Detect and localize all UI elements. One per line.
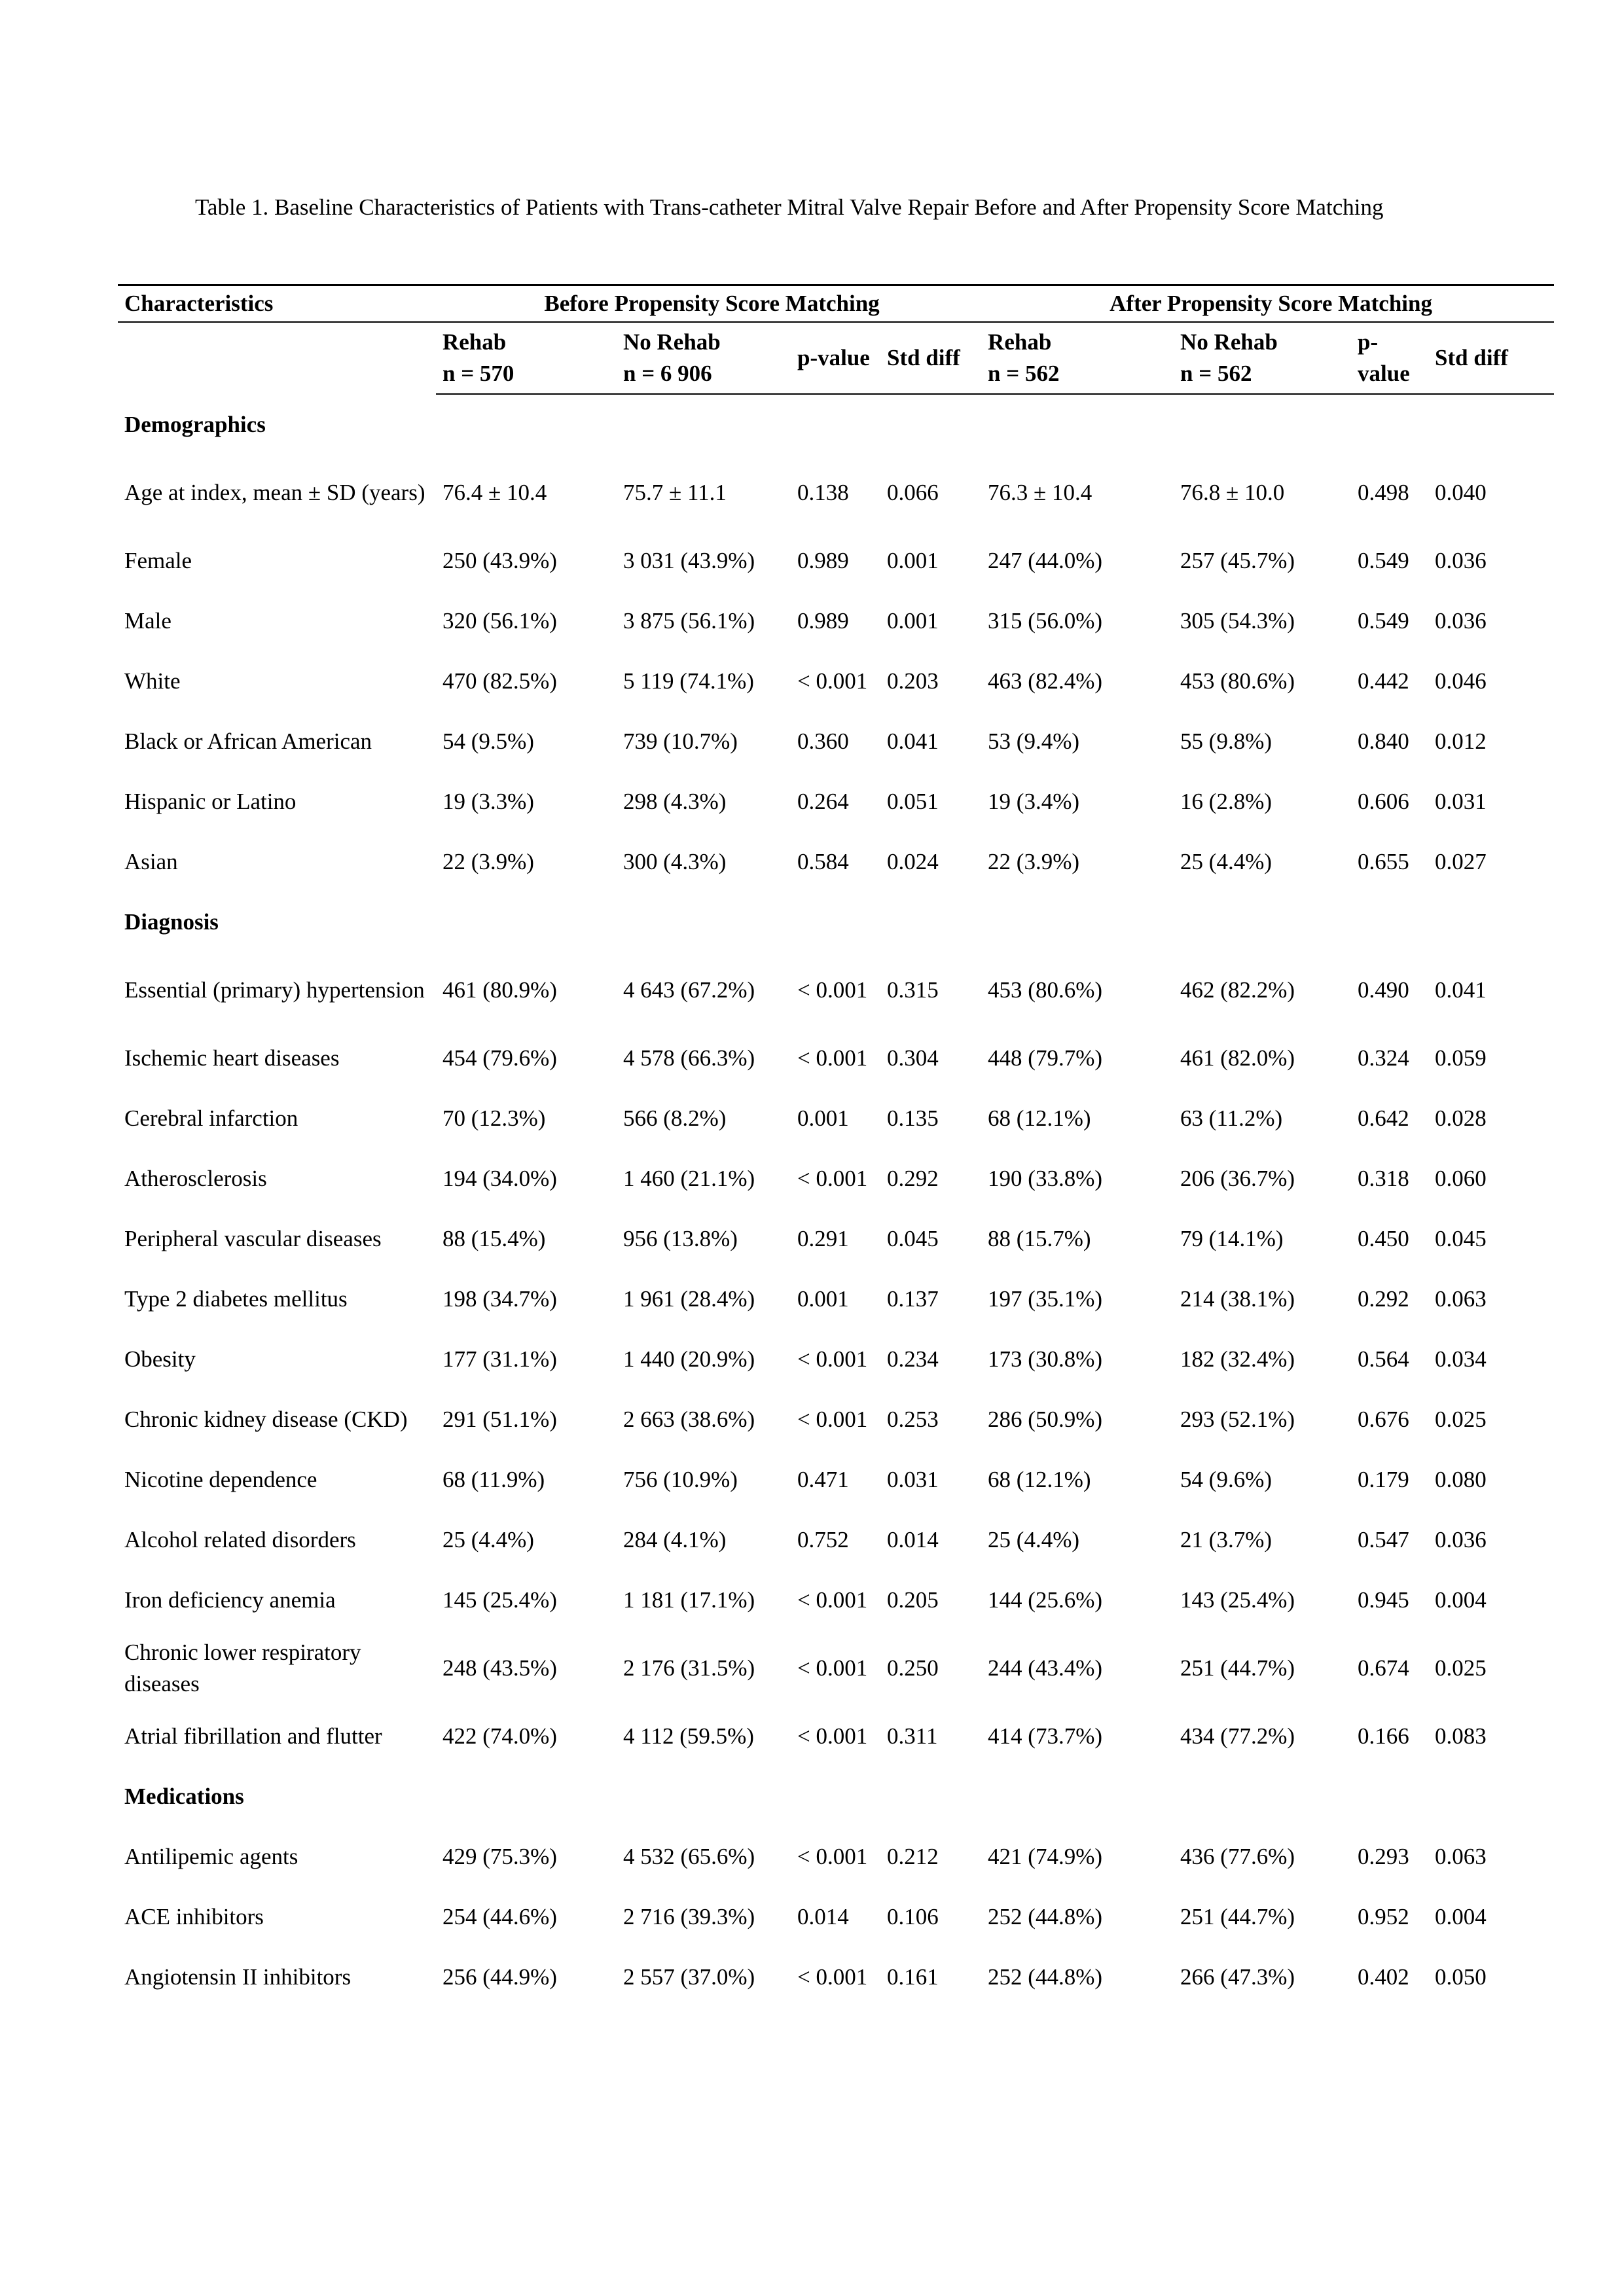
- characteristic-cell: Chronic lower respiratory diseases: [124, 1640, 361, 1696]
- before-pvalue-cell: < 0.001: [797, 1407, 868, 1432]
- table-row: [118, 1028, 1554, 1088]
- after-norehab-cell: 436 (77.6%): [1180, 1844, 1295, 1869]
- before-stddiff-cell: 0.212: [887, 1844, 939, 1869]
- table-row: [118, 832, 1554, 892]
- table-row: [118, 1390, 1554, 1450]
- after-stddiff-cell: 0.028: [1435, 1105, 1487, 1131]
- after-pvalue-cell: 0.166: [1358, 1723, 1409, 1749]
- after-stddiff-cell: 0.063: [1435, 1286, 1487, 1312]
- before-norehab-cell: 1 961 (28.4%): [623, 1286, 755, 1312]
- before-norehab-label: No Rehab: [623, 329, 721, 355]
- before-rehab-cell: 194 (34.0%): [442, 1166, 557, 1191]
- before-pvalue-cell: 0.752: [797, 1527, 849, 1552]
- before-rehab-cell: 256 (44.9%): [442, 1964, 557, 1990]
- before-pvalue-cell: < 0.001: [797, 1844, 868, 1869]
- before-rehab-cell: 25 (4.4%): [442, 1527, 534, 1552]
- before-stddiff-cell: 0.106: [887, 1904, 939, 1929]
- before-rehab-cell: 291 (51.1%): [442, 1407, 557, 1432]
- after-rehab-cell: 414 (73.7%): [988, 1723, 1103, 1749]
- after-rehab-cell: 315 (56.0%): [988, 608, 1103, 634]
- before-pvalue-header: p-value: [791, 322, 880, 394]
- before-pvalue-cell: 0.001: [797, 1286, 849, 1312]
- before-norehab-cell: 298 (4.3%): [623, 789, 727, 814]
- before-norehab-cell: 5 119 (74.1%): [623, 668, 754, 694]
- before-rehab-cell: 422 (74.0%): [442, 1723, 557, 1749]
- section-header-row: [118, 394, 1554, 455]
- before-norehab-cell: 2 557 (37.0%): [623, 1964, 755, 1990]
- before-rehab-header: [436, 322, 617, 394]
- section-title: Diagnosis: [124, 909, 219, 935]
- after-pvalue-cell: 0.442: [1358, 668, 1409, 694]
- before-pvalue-cell: 0.989: [797, 608, 849, 634]
- after-stddiff-cell: 0.080: [1435, 1467, 1487, 1492]
- after-rehab-n: n = 562: [988, 361, 1060, 386]
- before-norehab-cell: 75.7 ± 11.1: [623, 480, 727, 505]
- before-norehab-cell: 3 875 (56.1%): [623, 608, 755, 634]
- before-norehab-cell: 284 (4.1%): [623, 1527, 727, 1552]
- before-pvalue-cell: < 0.001: [797, 977, 868, 1003]
- before-pvalue-cell: < 0.001: [797, 1655, 868, 1681]
- before-norehab-cell: 1 460 (21.1%): [623, 1166, 755, 1191]
- before-norehab-cell: 956 (13.8%): [623, 1226, 738, 1251]
- before-rehab-cell: 454 (79.6%): [442, 1045, 557, 1071]
- before-stddiff-cell: 0.041: [887, 728, 939, 754]
- before-pvalue-cell: < 0.001: [797, 668, 868, 694]
- characteristic-cell: Atrial fibrillation and flutter: [124, 1723, 382, 1749]
- before-stddiff-cell: 0.315: [887, 977, 939, 1003]
- characteristic-cell: Cerebral infarction: [124, 1105, 298, 1131]
- section-title: Demographics: [124, 412, 266, 437]
- section-header-row: [118, 892, 1554, 952]
- after-stddiff-cell: 0.063: [1435, 1844, 1487, 1869]
- before-rehab-cell: 19 (3.3%): [442, 789, 534, 814]
- after-norehab-cell: 434 (77.2%): [1180, 1723, 1295, 1749]
- after-norehab-cell: 266 (47.3%): [1180, 1964, 1295, 1990]
- table-row: [118, 1269, 1554, 1329]
- before-rehab-cell: 250 (43.9%): [442, 548, 557, 573]
- before-pvalue-cell: < 0.001: [797, 1045, 868, 1071]
- after-rehab-cell: 252 (44.8%): [988, 1904, 1103, 1929]
- before-norehab-cell: 4 643 (67.2%): [623, 977, 755, 1003]
- before-pvalue-cell: 0.291: [797, 1226, 849, 1251]
- after-norehab-cell: 21 (3.7%): [1180, 1527, 1272, 1552]
- baseline-characteristics-table: [118, 284, 1554, 2007]
- after-stddiff-cell: 0.045: [1435, 1226, 1487, 1251]
- before-rehab-cell: 429 (75.3%): [442, 1844, 557, 1869]
- before-rehab-cell: 461 (80.9%): [442, 977, 557, 1003]
- after-norehab-label: No Rehab: [1180, 329, 1278, 355]
- after-stddiff-cell: 0.083: [1435, 1723, 1487, 1749]
- table-row: [118, 1570, 1554, 1630]
- before-stddiff-cell: 0.311: [887, 1723, 938, 1749]
- after-rehab-cell: 53 (9.4%): [988, 728, 1080, 754]
- after-pvalue-cell: 0.840: [1358, 728, 1409, 754]
- before-stddiff-cell: 0.161: [887, 1964, 939, 1990]
- before-pvalue-cell: 0.989: [797, 548, 849, 573]
- after-rehab-cell: 448 (79.7%): [988, 1045, 1103, 1071]
- after-norehab-cell: 251 (44.7%): [1180, 1904, 1295, 1929]
- before-pvalue-cell: < 0.001: [797, 1166, 868, 1191]
- after-pvalue-cell: 0.292: [1358, 1286, 1409, 1312]
- before-stddiff-cell: 0.001: [887, 608, 939, 634]
- before-stddiff-cell: 0.253: [887, 1407, 939, 1432]
- after-norehab-cell: 63 (11.2%): [1180, 1105, 1283, 1131]
- before-rehab-cell: 320 (56.1%): [442, 608, 557, 634]
- characteristic-cell: Hispanic or Latino: [124, 789, 297, 814]
- before-rehab-cell: 470 (82.5%): [442, 668, 557, 694]
- after-norehab-cell: 214 (38.1%): [1180, 1286, 1295, 1312]
- before-norehab-cell: 3 031 (43.9%): [623, 548, 755, 573]
- before-norehab-cell: 756 (10.9%): [623, 1467, 738, 1492]
- after-pvalue-cell: 0.676: [1358, 1407, 1409, 1432]
- after-rehab-cell: 173 (30.8%): [988, 1346, 1103, 1372]
- before-stddiff-cell: 0.304: [887, 1045, 939, 1071]
- after-stddiff-cell: 0.046: [1435, 668, 1487, 694]
- after-pvalue-cell: 0.498: [1358, 480, 1409, 505]
- table-row: [118, 1706, 1554, 1767]
- after-pvalue-cell: 0.642: [1358, 1105, 1409, 1131]
- after-stddiff-cell: 0.060: [1435, 1166, 1487, 1191]
- characteristic-cell: Type 2 diabetes mellitus: [124, 1286, 348, 1312]
- after-norehab-cell: 453 (80.6%): [1180, 668, 1295, 694]
- before-stddiff-cell: 0.203: [887, 668, 939, 694]
- after-rehab-cell: 76.3 ± 10.4: [988, 480, 1092, 505]
- after-stddiff-cell: 0.031: [1435, 789, 1487, 814]
- table-row: [118, 1887, 1554, 1947]
- before-pvalue-cell: 0.014: [797, 1904, 849, 1929]
- after-stddiff-header: Std diff: [1428, 322, 1554, 394]
- before-rehab-cell: 88 (15.4%): [442, 1226, 546, 1251]
- after-stddiff-cell: 0.004: [1435, 1904, 1487, 1929]
- before-rehab-cell: 70 (12.3%): [442, 1105, 546, 1131]
- before-pvalue-cell: < 0.001: [797, 1723, 868, 1749]
- before-pvalue-cell: 0.471: [797, 1467, 849, 1492]
- before-stddiff-cell: 0.135: [887, 1105, 939, 1131]
- before-norehab-cell: 1 440 (20.9%): [623, 1346, 755, 1372]
- table-row: [118, 455, 1554, 531]
- table-row: [118, 1510, 1554, 1570]
- before-norehab-cell: 1 181 (17.1%): [623, 1587, 755, 1613]
- after-norehab-cell: 16 (2.8%): [1180, 789, 1272, 814]
- after-norehab-cell: 462 (82.2%): [1180, 977, 1295, 1003]
- table-row: [118, 1088, 1554, 1149]
- after-stddiff-cell: 0.059: [1435, 1045, 1487, 1071]
- after-rehab-cell: 252 (44.8%): [988, 1964, 1103, 1990]
- after-rehab-cell: 421 (74.9%): [988, 1844, 1103, 1869]
- before-norehab-cell: 739 (10.7%): [623, 728, 738, 754]
- table-row: [118, 591, 1554, 651]
- before-pvalue-cell: < 0.001: [797, 1587, 868, 1613]
- after-rehab-cell: 286 (50.9%): [988, 1407, 1103, 1432]
- after-norehab-cell: 206 (36.7%): [1180, 1166, 1295, 1191]
- before-rehab-cell: 22 (3.9%): [442, 849, 534, 874]
- characteristic-cell: White: [124, 668, 181, 694]
- after-norehab-cell: 305 (54.3%): [1180, 608, 1295, 634]
- before-norehab-cell: 2 716 (39.3%): [623, 1904, 755, 1929]
- after-pvalue-cell: 0.564: [1358, 1346, 1409, 1372]
- before-pvalue-cell: 0.138: [797, 480, 849, 505]
- blank-header: [118, 322, 436, 394]
- after-rehab-cell: 68 (12.1%): [988, 1105, 1091, 1131]
- after-rehab-cell: 244 (43.4%): [988, 1655, 1103, 1681]
- after-pvalue-cell: 0.952: [1358, 1904, 1409, 1929]
- before-stddiff-cell: 0.024: [887, 849, 939, 874]
- before-pvalue-cell: < 0.001: [797, 1964, 868, 1990]
- after-pvalue-label-2: value: [1358, 361, 1410, 386]
- after-pvalue-cell: 0.655: [1358, 849, 1409, 874]
- characteristic-cell: Male: [124, 608, 171, 634]
- before-norehab-cell: 2 663 (38.6%): [623, 1407, 755, 1432]
- after-rehab-cell: 197 (35.1%): [988, 1286, 1103, 1312]
- table-row: [118, 711, 1554, 772]
- after-norehab-cell: 182 (32.4%): [1180, 1346, 1295, 1372]
- before-pvalue-cell: 0.001: [797, 1105, 849, 1131]
- after-norehab-cell: 251 (44.7%): [1180, 1655, 1295, 1681]
- before-stddiff-cell: 0.066: [887, 480, 939, 505]
- before-pvalue-cell: < 0.001: [797, 1346, 868, 1372]
- characteristic-cell: Asian: [124, 849, 178, 874]
- table-row: [118, 772, 1554, 832]
- before-stddiff-cell: 0.137: [887, 1286, 939, 1312]
- after-stddiff-cell: 0.036: [1435, 608, 1487, 634]
- after-pvalue-cell: 0.318: [1358, 1166, 1409, 1191]
- after-norehab-cell: 257 (45.7%): [1180, 548, 1295, 573]
- before-norehab-cell: 566 (8.2%): [623, 1105, 727, 1131]
- characteristic-cell: Essential (primary) hypertension: [124, 977, 425, 1003]
- after-norehab-cell: 76.8 ± 10.0: [1180, 480, 1285, 505]
- after-rehab-cell: 68 (12.1%): [988, 1467, 1091, 1492]
- after-stddiff-cell: 0.025: [1435, 1655, 1487, 1681]
- characteristic-cell: Alcohol related disorders: [124, 1527, 356, 1552]
- before-norehab-cell: 4 532 (65.6%): [623, 1844, 755, 1869]
- after-pvalue-cell: 0.549: [1358, 608, 1409, 634]
- before-rehab-label: Rehab: [442, 329, 507, 355]
- group-header-row: [118, 285, 1554, 323]
- table-body: [118, 394, 1554, 2007]
- before-stddiff-cell: 0.001: [887, 548, 939, 573]
- before-rehab-cell: 68 (11.9%): [442, 1467, 545, 1492]
- after-stddiff-cell: 0.025: [1435, 1407, 1487, 1432]
- characteristic-cell: Atherosclerosis: [124, 1166, 267, 1191]
- after-rehab-header: [981, 322, 1174, 394]
- characteristic-cell: Obesity: [124, 1346, 196, 1372]
- after-norehab-header: [1174, 322, 1351, 394]
- after-rehab-label: Rehab: [988, 329, 1052, 355]
- before-stddiff-cell: 0.205: [887, 1587, 939, 1613]
- before-rehab-cell: 248 (43.5%): [442, 1655, 557, 1681]
- before-norehab-cell: 300 (4.3%): [623, 849, 727, 874]
- table-row: [118, 531, 1554, 591]
- characteristic-cell: ACE inhibitors: [124, 1904, 264, 1929]
- before-norehab-cell: 4 112 (59.5%): [623, 1723, 754, 1749]
- before-stddiff-cell: 0.014: [887, 1527, 939, 1552]
- column-header-row: [118, 322, 1554, 394]
- characteristic-cell: Ischemic heart diseases: [124, 1045, 340, 1071]
- after-norehab-cell: 54 (9.6%): [1180, 1467, 1272, 1492]
- after-norehab-cell: 79 (14.1%): [1180, 1226, 1284, 1251]
- before-stddiff-header: Std diff: [880, 322, 981, 394]
- after-norehab-cell: 293 (52.1%): [1180, 1407, 1295, 1432]
- after-matching-header: After Propensity Score Matching: [981, 285, 1554, 323]
- table-caption: Table 1. Baseline Characteristics of Patients with Trans-catheter Mitral Valve Repair Before and After Propensity Score Matching: [195, 194, 1384, 220]
- after-pvalue-cell: 0.402: [1358, 1964, 1409, 1990]
- before-norehab-cell: 2 176 (31.5%): [623, 1655, 755, 1681]
- before-rehab-cell: 145 (25.4%): [442, 1587, 557, 1613]
- table-row: [118, 1827, 1554, 1887]
- after-pvalue-cell: 0.324: [1358, 1045, 1409, 1071]
- before-stddiff-cell: 0.234: [887, 1346, 939, 1372]
- before-rehab-cell: 198 (34.7%): [442, 1286, 557, 1312]
- table-row: [118, 651, 1554, 711]
- before-rehab-cell: 254 (44.6%): [442, 1904, 557, 1929]
- after-norehab-cell: 461 (82.0%): [1180, 1045, 1295, 1071]
- after-stddiff-cell: 0.004: [1435, 1587, 1487, 1613]
- characteristic-cell: Black or African American: [124, 728, 372, 754]
- before-rehab-cell: 177 (31.1%): [442, 1346, 557, 1372]
- after-pvalue-cell: 0.179: [1358, 1467, 1409, 1492]
- before-norehab-n: n = 6 906: [623, 361, 712, 386]
- characteristic-cell: Peripheral vascular diseases: [124, 1226, 382, 1251]
- before-pvalue-cell: 0.264: [797, 789, 849, 814]
- after-rehab-cell: 453 (80.6%): [988, 977, 1103, 1003]
- after-stddiff-cell: 0.041: [1435, 977, 1487, 1003]
- table-row: [118, 1947, 1554, 2007]
- before-matching-header: Before Propensity Score Matching: [436, 285, 981, 323]
- after-stddiff-cell: 0.012: [1435, 728, 1487, 754]
- after-norehab-n: n = 562: [1180, 361, 1252, 386]
- table-row: [118, 952, 1554, 1028]
- table-row: [118, 1209, 1554, 1269]
- section-title: Medications: [124, 1784, 244, 1809]
- before-rehab-cell: 54 (9.5%): [442, 728, 534, 754]
- after-pvalue-header: [1351, 322, 1428, 394]
- before-pvalue-cell: 0.360: [797, 728, 849, 754]
- after-stddiff-cell: 0.036: [1435, 548, 1487, 573]
- characteristic-cell: Angiotensin II inhibitors: [124, 1964, 352, 1990]
- after-pvalue-cell: 0.450: [1358, 1226, 1409, 1251]
- baseline-table-container: [118, 284, 1554, 2007]
- before-rehab-n: n = 570: [442, 361, 514, 386]
- before-stddiff-cell: 0.051: [887, 789, 939, 814]
- after-pvalue-cell: 0.490: [1358, 977, 1409, 1003]
- after-rehab-cell: 144 (25.6%): [988, 1587, 1103, 1613]
- after-rehab-cell: 247 (44.0%): [988, 548, 1103, 573]
- characteristics-header: Characteristics: [118, 285, 436, 323]
- before-norehab-header: [617, 322, 791, 394]
- characteristic-cell: Iron deficiency anemia: [124, 1587, 336, 1613]
- after-pvalue-cell: 0.547: [1358, 1527, 1409, 1552]
- after-rehab-cell: 88 (15.7%): [988, 1226, 1091, 1251]
- after-pvalue-label-1: p-: [1358, 329, 1379, 355]
- after-pvalue-cell: 0.549: [1358, 548, 1409, 573]
- after-pvalue-cell: 0.674: [1358, 1655, 1409, 1681]
- after-rehab-cell: 25 (4.4%): [988, 1527, 1080, 1552]
- characteristic-cell: Chronic kidney disease (CKD): [124, 1407, 408, 1432]
- section-header-row: [118, 1767, 1554, 1827]
- table-row: [118, 1450, 1554, 1510]
- after-rehab-cell: 19 (3.4%): [988, 789, 1080, 814]
- characteristic-cell: Antilipemic agents: [124, 1844, 298, 1869]
- after-rehab-cell: 190 (33.8%): [988, 1166, 1103, 1191]
- after-stddiff-cell: 0.027: [1435, 849, 1487, 874]
- after-rehab-cell: 463 (82.4%): [988, 668, 1103, 694]
- after-norehab-cell: 55 (9.8%): [1180, 728, 1272, 754]
- after-pvalue-cell: 0.606: [1358, 789, 1409, 814]
- after-pvalue-cell: 0.945: [1358, 1587, 1409, 1613]
- characteristic-cell: Age at index, mean ± SD (years): [124, 480, 425, 505]
- after-norehab-cell: 143 (25.4%): [1180, 1587, 1295, 1613]
- characteristic-cell: Nicotine dependence: [124, 1467, 317, 1492]
- before-pvalue-cell: 0.584: [797, 849, 849, 874]
- characteristic-cell: Female: [124, 548, 192, 573]
- after-stddiff-cell: 0.034: [1435, 1346, 1487, 1372]
- table-row: [118, 1329, 1554, 1390]
- table-row: [118, 1149, 1554, 1209]
- before-stddiff-cell: 0.045: [887, 1226, 939, 1251]
- after-norehab-cell: 25 (4.4%): [1180, 849, 1272, 874]
- after-rehab-cell: 22 (3.9%): [988, 849, 1080, 874]
- before-rehab-cell: 76.4 ± 10.4: [442, 480, 547, 505]
- before-stddiff-cell: 0.250: [887, 1655, 939, 1681]
- before-stddiff-cell: 0.031: [887, 1467, 939, 1492]
- table-row: [118, 1630, 1554, 1706]
- after-stddiff-cell: 0.050: [1435, 1964, 1487, 1990]
- after-stddiff-cell: 0.040: [1435, 480, 1487, 505]
- after-stddiff-cell: 0.036: [1435, 1527, 1487, 1552]
- after-pvalue-cell: 0.293: [1358, 1844, 1409, 1869]
- before-norehab-cell: 4 578 (66.3%): [623, 1045, 755, 1071]
- before-stddiff-cell: 0.292: [887, 1166, 939, 1191]
